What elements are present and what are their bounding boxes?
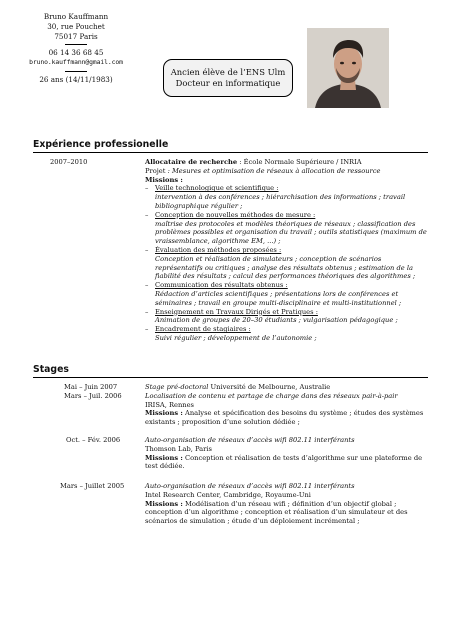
contact-age: 26 ans (14/11/1983) <box>39 74 113 84</box>
experience-institution: : École Normale Supérieure / INRIA <box>237 158 362 166</box>
stage-2-missions-label: Missions : <box>145 453 183 462</box>
experience-project-text: : Mesures et optimisation de réseaux à allocation de ressource <box>165 166 381 175</box>
mission-detail: intervention à des conférences ; hiérarchisation des informations ; travail bibliographique régulier ; <box>155 193 406 210</box>
section-title-stages: Stages <box>33 364 69 375</box>
stage-2-missions-text: Conception et réalisation de tests d’algorithme sur une plateforme de test dédiée. <box>145 453 423 471</box>
bullet-dash: – <box>145 184 149 193</box>
mission-detail: Animation de groupes de 20–30 étudiants ; vulgarisation pédagogique ; <box>155 316 398 325</box>
title-box <box>163 59 293 97</box>
contact-name: Bruno Kauffmann <box>43 12 109 21</box>
mission-item <box>145 246 428 281</box>
mission-item <box>145 325 428 343</box>
stage-3-entry <box>145 482 428 526</box>
bullet-dash: – <box>145 307 149 316</box>
section-divider <box>33 152 428 153</box>
mission-item <box>145 184 428 210</box>
mission-detail: Conception et réalisation de simulateurs ; conception de scénarios représentatifs ou critiques ; analyse des résultats obtenus ; estimation de la fiabilité des résultats ; calcul des performances théoriques des algorithmes ; <box>155 254 416 281</box>
stage-1-lab: IRISA, Rennes <box>145 400 194 409</box>
mission-title: Veille technologique et scientifique : <box>155 184 279 193</box>
experience-missions-label: Missions : <box>145 175 183 184</box>
mission-title: Enseignement en Travaux Dirigés et Pratiques : <box>155 307 318 316</box>
experience-entry <box>145 158 428 343</box>
stage-3-date: Mars – Juillet 2005 <box>60 482 125 490</box>
stage-3-missions-label: Missions : <box>145 499 183 508</box>
stage-1-date-2: Mars – Juil. 2006 <box>64 392 122 400</box>
mission-title: Communication des résultats obtenus : <box>155 281 288 290</box>
stage-1-date <box>64 383 144 401</box>
contact-divider <box>65 71 87 72</box>
title-line-2: Docteur en informatique <box>175 78 281 88</box>
stage-1-missions-text: Analyse et spécification des besoins du système ; études des systèmes existants ; proposition d’une solution dédiée ; <box>145 409 424 427</box>
section-divider <box>33 377 428 378</box>
contact-phone: 06 14 36 68 45 <box>48 48 104 58</box>
stage-3-lab: Intel Research Center, Cambridge, Royaume-Uni <box>145 490 311 499</box>
mission-item <box>145 211 428 246</box>
stage-2-lab: Thomson Lab, Paris <box>145 444 212 453</box>
mission-title: Conception de nouvelles méthodes de mesure : <box>155 210 316 219</box>
mission-list <box>145 184 428 342</box>
stage-2-subject: Auto-organisation de réseaux d’accès wifi 802.11 interférants <box>145 436 355 444</box>
stage-1-missions-label: Missions : <box>145 409 183 418</box>
stage-1-type: Stage pré-doctoral <box>145 383 209 391</box>
bullet-dash: – <box>145 325 149 334</box>
contact-street: 30, rue Pouchet <box>47 21 105 31</box>
mission-title: Évaluation des méthodes proposées : <box>155 245 282 254</box>
stage-1-subject: Localisation de contenu et partage de charge dans des réseaux pair-à-pair <box>145 391 398 400</box>
contact-divider <box>65 44 87 45</box>
stage-3-missions-text: Modélisation d’un réseau wifi ; définition d’un objectif global ; conception d’un algorithme ; conception et réalisation d’un simulateur et des scénarios de simulation ; étude d’un déploiement incrémental ; <box>145 499 408 526</box>
bullet-dash: – <box>145 210 149 219</box>
experience-role: Allocataire de recherche <box>145 158 238 166</box>
mission-detail: Rédaction d’articles scientifiques ; présentations lors de conférences et séminaires ; travail en groupe multi-disciplinaire et multi-institutionnel ; <box>155 289 402 307</box>
stage-2-date: Oct. – Fév. 2006 <box>66 436 121 444</box>
contact-block <box>26 12 126 85</box>
stage-1-entry <box>145 383 428 427</box>
contact-city: 75017 Paris <box>54 31 98 41</box>
mission-detail: maîtrise des protocoles et modèles théoriques de réseaux ; classification des problèmes possibles et organisation du travail ; outils statistiques (maximum de vraissemblance, algorithme EM, ...) ; <box>155 219 427 246</box>
profile-photo <box>307 28 389 108</box>
stage-3-subject: Auto-organisation de réseaux d’accès wifi 802.11 interférants <box>145 482 355 490</box>
stage-2-entry <box>145 436 428 471</box>
stage-1-date-1: Mai – Juin 2007 <box>64 383 118 391</box>
experience-project-label: Projet <box>145 166 166 175</box>
bullet-dash: – <box>145 281 149 290</box>
mission-item <box>145 281 428 307</box>
portrait-image <box>307 28 389 108</box>
contact-email[interactable]: bruno.kauffmann@gmail.com <box>29 58 123 67</box>
experience-date: 2007–2010 <box>50 158 88 166</box>
stage-1-place: Université de Melbourne, Australie <box>208 383 331 391</box>
bullet-dash: – <box>145 245 149 254</box>
mission-item <box>145 308 428 326</box>
mission-title: Encadrement de stagiaires : <box>155 325 251 334</box>
section-title-experience: Expérience professionelle <box>33 139 169 150</box>
mission-detail: Suivi régulier ; développement de l’autonomie ; <box>155 333 317 342</box>
title-line-1: Ancien élève de l’ENS Ulm <box>170 67 286 77</box>
